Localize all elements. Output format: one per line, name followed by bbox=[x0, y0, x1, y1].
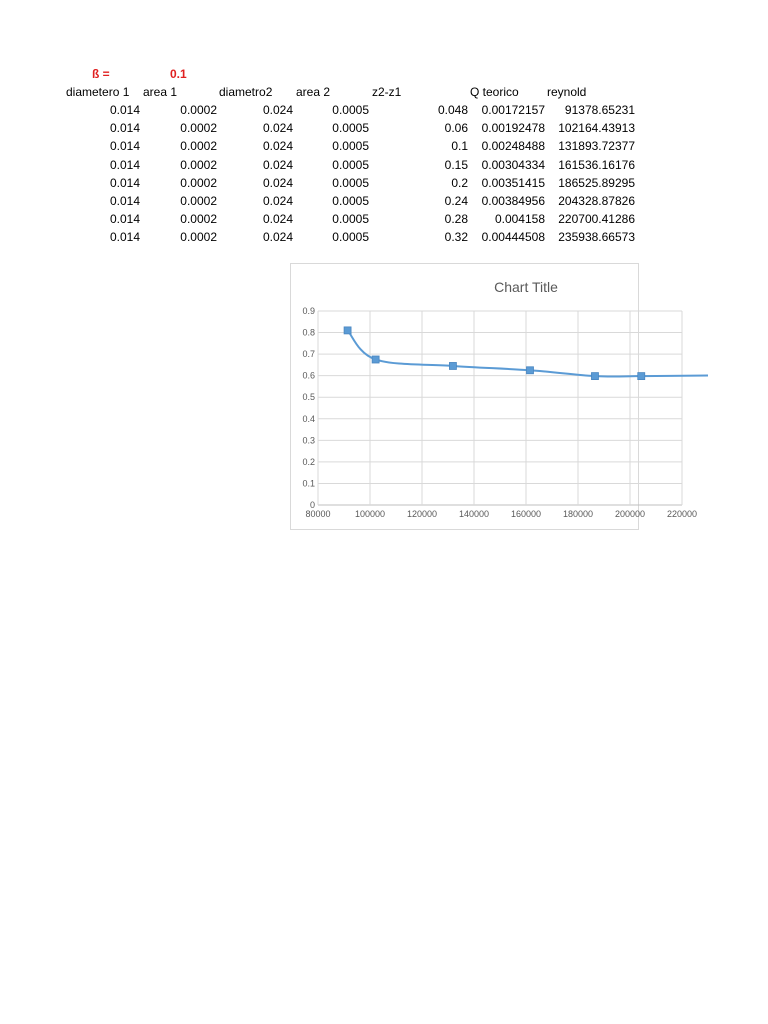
cell-area2: 0.0005 bbox=[332, 121, 369, 136]
cell-diametro2: 0.024 bbox=[262, 139, 293, 154]
cell-reynold: 204328.87826 bbox=[558, 194, 635, 208]
data-point bbox=[372, 356, 379, 363]
cell-area1: 0.0002 bbox=[180, 103, 217, 117]
y-tick-label: 0.3 bbox=[302, 435, 315, 446]
x-tick-label: 120000 bbox=[406, 509, 438, 519]
header-diametero1: diametero 1 bbox=[66, 85, 130, 99]
data-point bbox=[591, 373, 598, 380]
header-diametro2: diametro2 bbox=[219, 85, 273, 99]
cell-area2: 0.0005 bbox=[332, 175, 369, 190]
x-tick-label: 180000 bbox=[562, 509, 594, 519]
header-area1: area 1 bbox=[143, 85, 178, 99]
data-point bbox=[449, 362, 456, 369]
cell-q-teorico: 0.00304334 bbox=[481, 157, 545, 172]
cell-reynold: 102164.43913 bbox=[558, 121, 635, 136]
x-tick-label: 140000 bbox=[458, 509, 490, 519]
y-tick-label: 0.7 bbox=[302, 349, 315, 360]
data-point bbox=[344, 327, 351, 334]
header-z2-z1: z2-z1 bbox=[372, 85, 402, 99]
cell-z2-z1: 0.24 bbox=[444, 194, 468, 208]
y-tick-label: 0 bbox=[309, 500, 315, 510]
cell-q-teorico: 0.00192478 bbox=[481, 121, 545, 136]
chart-title: Chart Title bbox=[494, 279, 558, 295]
cell-z2-z1: 0.048 bbox=[437, 103, 468, 117]
cell-area2: 0.0005 bbox=[332, 103, 369, 117]
cell-diametero1: 0.014 bbox=[109, 175, 140, 190]
cell-z2-z1: 0.15 bbox=[444, 157, 468, 172]
cell-area2: 0.0005 bbox=[332, 139, 369, 154]
cell-area2: 0.0005 bbox=[332, 194, 369, 208]
y-tick-label: 0.8 bbox=[302, 327, 315, 338]
cell-diametro2: 0.024 bbox=[262, 230, 293, 245]
cell-diametero1: 0.014 bbox=[109, 194, 140, 208]
y-tick-label: 0.4 bbox=[302, 413, 315, 424]
cell-area1: 0.0002 bbox=[180, 175, 217, 190]
cell-area2: 0.0005 bbox=[332, 230, 369, 245]
y-tick-label: 0.2 bbox=[302, 456, 315, 467]
y-tick-label: 0.6 bbox=[302, 370, 315, 381]
cell-q-teorico: 0.00172157 bbox=[481, 103, 545, 117]
data-point bbox=[526, 367, 533, 374]
cell-area2: 0.0005 bbox=[332, 212, 369, 227]
cell-area1: 0.0002 bbox=[180, 230, 217, 245]
cell-reynold: 220700.41286 bbox=[558, 212, 635, 227]
x-tick-label: 220000 bbox=[666, 509, 698, 519]
cell-z2-z1: 0.06 bbox=[444, 121, 468, 136]
cell-diametero1: 0.014 bbox=[109, 121, 140, 136]
header-q-teorico: Q teorico bbox=[470, 85, 519, 99]
y-tick-label: 0.5 bbox=[302, 392, 315, 403]
cell-area1: 0.0002 bbox=[180, 194, 217, 208]
x-tick-label: 160000 bbox=[510, 509, 542, 519]
cell-area1: 0.0002 bbox=[180, 157, 217, 172]
cell-diametero1: 0.014 bbox=[109, 230, 140, 245]
cell-q-teorico: 0.00248488 bbox=[481, 139, 545, 154]
cell-area2: 0.0005 bbox=[332, 157, 369, 172]
x-tick-label: 200000 bbox=[614, 509, 646, 519]
y-tick-label: 0.1 bbox=[302, 478, 315, 489]
cell-z2-z1: 0.32 bbox=[444, 230, 468, 245]
cell-area1: 0.0002 bbox=[180, 212, 217, 227]
cell-z2-z1: 0.28 bbox=[444, 212, 468, 227]
header-reynold: reynold bbox=[547, 85, 587, 99]
cell-diametero1: 0.014 bbox=[109, 212, 140, 227]
cell-reynold: 235938.66573 bbox=[558, 230, 635, 245]
cell-reynold: 161536.16176 bbox=[558, 157, 635, 172]
cell-q-teorico: 0.00384956 bbox=[481, 194, 545, 208]
cell-z2-z1: 0.2 bbox=[451, 175, 468, 190]
cell-diametro2: 0.024 bbox=[262, 121, 293, 136]
cell-diametero1: 0.014 bbox=[109, 157, 140, 172]
cell-diametro2: 0.024 bbox=[262, 194, 293, 208]
cell-diametro2: 0.024 bbox=[262, 212, 293, 227]
cell-diametro2: 0.024 bbox=[262, 175, 293, 190]
beta-value: 0.1 bbox=[170, 67, 187, 81]
cell-area1: 0.0002 bbox=[180, 139, 217, 154]
cell-q-teorico: 0.004158 bbox=[494, 212, 545, 227]
x-tick-label: 100000 bbox=[354, 509, 386, 519]
chart-svg bbox=[291, 264, 698, 529]
cell-q-teorico: 0.00444508 bbox=[481, 230, 545, 245]
cell-diametro2: 0.024 bbox=[262, 103, 293, 117]
cell-diametero1: 0.014 bbox=[109, 139, 140, 154]
data-point bbox=[638, 373, 645, 380]
header-area2: area 2 bbox=[296, 85, 331, 99]
x-tick-label: 80000 bbox=[305, 509, 331, 519]
chart[interactable] bbox=[290, 263, 698, 530]
cell-reynold: 131893.72377 bbox=[558, 139, 635, 154]
y-tick-label: 0.9 bbox=[302, 306, 315, 316]
cell-reynold: 91378.65231 bbox=[564, 103, 635, 117]
cell-area1: 0.0002 bbox=[180, 121, 217, 136]
cell-diametro2: 0.024 bbox=[262, 157, 293, 172]
cell-z2-z1: 0.1 bbox=[451, 139, 468, 154]
cell-diametero1: 0.014 bbox=[109, 103, 140, 117]
cell-q-teorico: 0.00351415 bbox=[481, 175, 545, 190]
cell-reynold: 186525.89295 bbox=[558, 175, 635, 190]
beta-label: ß = bbox=[92, 67, 110, 81]
